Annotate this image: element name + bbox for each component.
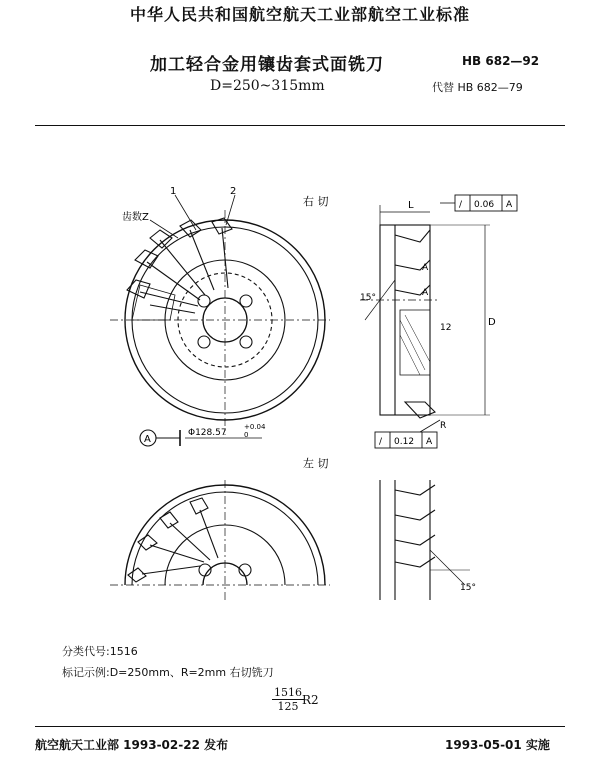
tol-bottom-value: 0.12 — [394, 437, 415, 447]
section-label-a2: A — [422, 288, 429, 298]
bore-tolerance-lower: 0 — [244, 431, 249, 439]
section-label-a1: A — [422, 263, 429, 273]
callout-1: 1 — [170, 186, 177, 197]
tol-bottom-datum: A — [426, 437, 433, 447]
tol-bottom-symbol: / — [379, 437, 383, 447]
organization-header: 中华人民共和国航空航天工业部航空工业标准 — [129, 5, 470, 24]
bore-tolerance-upper: +0.04 — [244, 423, 266, 431]
bore-dimension: Φ128.57 — [188, 428, 227, 438]
marking-numerator: 1516 — [274, 686, 302, 699]
header-rule — [35, 125, 565, 126]
callout-2: 2 — [230, 186, 237, 197]
tol-top-datum: A — [506, 200, 513, 210]
effective-date: 1993-05-01 实施 — [445, 738, 550, 752]
standard-number: HB 682—92 — [462, 54, 540, 68]
radius-label: R — [440, 421, 447, 431]
right-cut-label: 右 切 — [303, 195, 329, 208]
marking-suffix: R2 — [302, 693, 319, 707]
document-subtitle: D=250~315mm — [210, 78, 325, 94]
angle-15-bottom: 15° — [460, 583, 476, 593]
dimension-d: D — [488, 317, 496, 328]
document-title: 加工轻合金用镶齿套式面铣刀 — [150, 55, 384, 75]
front-view-left-cut — [110, 480, 330, 600]
teeth-count-label: 齿数Z — [122, 212, 149, 223]
replaces-standard: 代替 HB 682—79 — [432, 81, 523, 94]
classification-code: 分类代号:1516 — [62, 645, 138, 658]
dimension-12: 12 — [440, 323, 452, 333]
cutter-drawing — [0, 130, 600, 600]
dimension-l: L — [408, 200, 414, 211]
angle-15-top: 15° — [360, 293, 376, 303]
tol-top-value: 0.06 — [474, 200, 495, 210]
tol-top-symbol: / — [459, 200, 463, 210]
left-cut-label: 左 切 — [303, 457, 329, 470]
front-view-right-cut — [110, 195, 330, 446]
marking-denominator: 125 — [277, 700, 299, 713]
marking-example: 标记示例:D=250mm、R=2mm 右切铣刀 — [62, 666, 274, 679]
marking-fraction — [272, 686, 319, 713]
datum-a-label: A — [144, 434, 151, 445]
issuer-line: 航空航天工业部 1993-02-22 发布 — [35, 738, 229, 752]
side-view-left-cut — [380, 480, 470, 600]
footer-rule — [35, 726, 565, 727]
